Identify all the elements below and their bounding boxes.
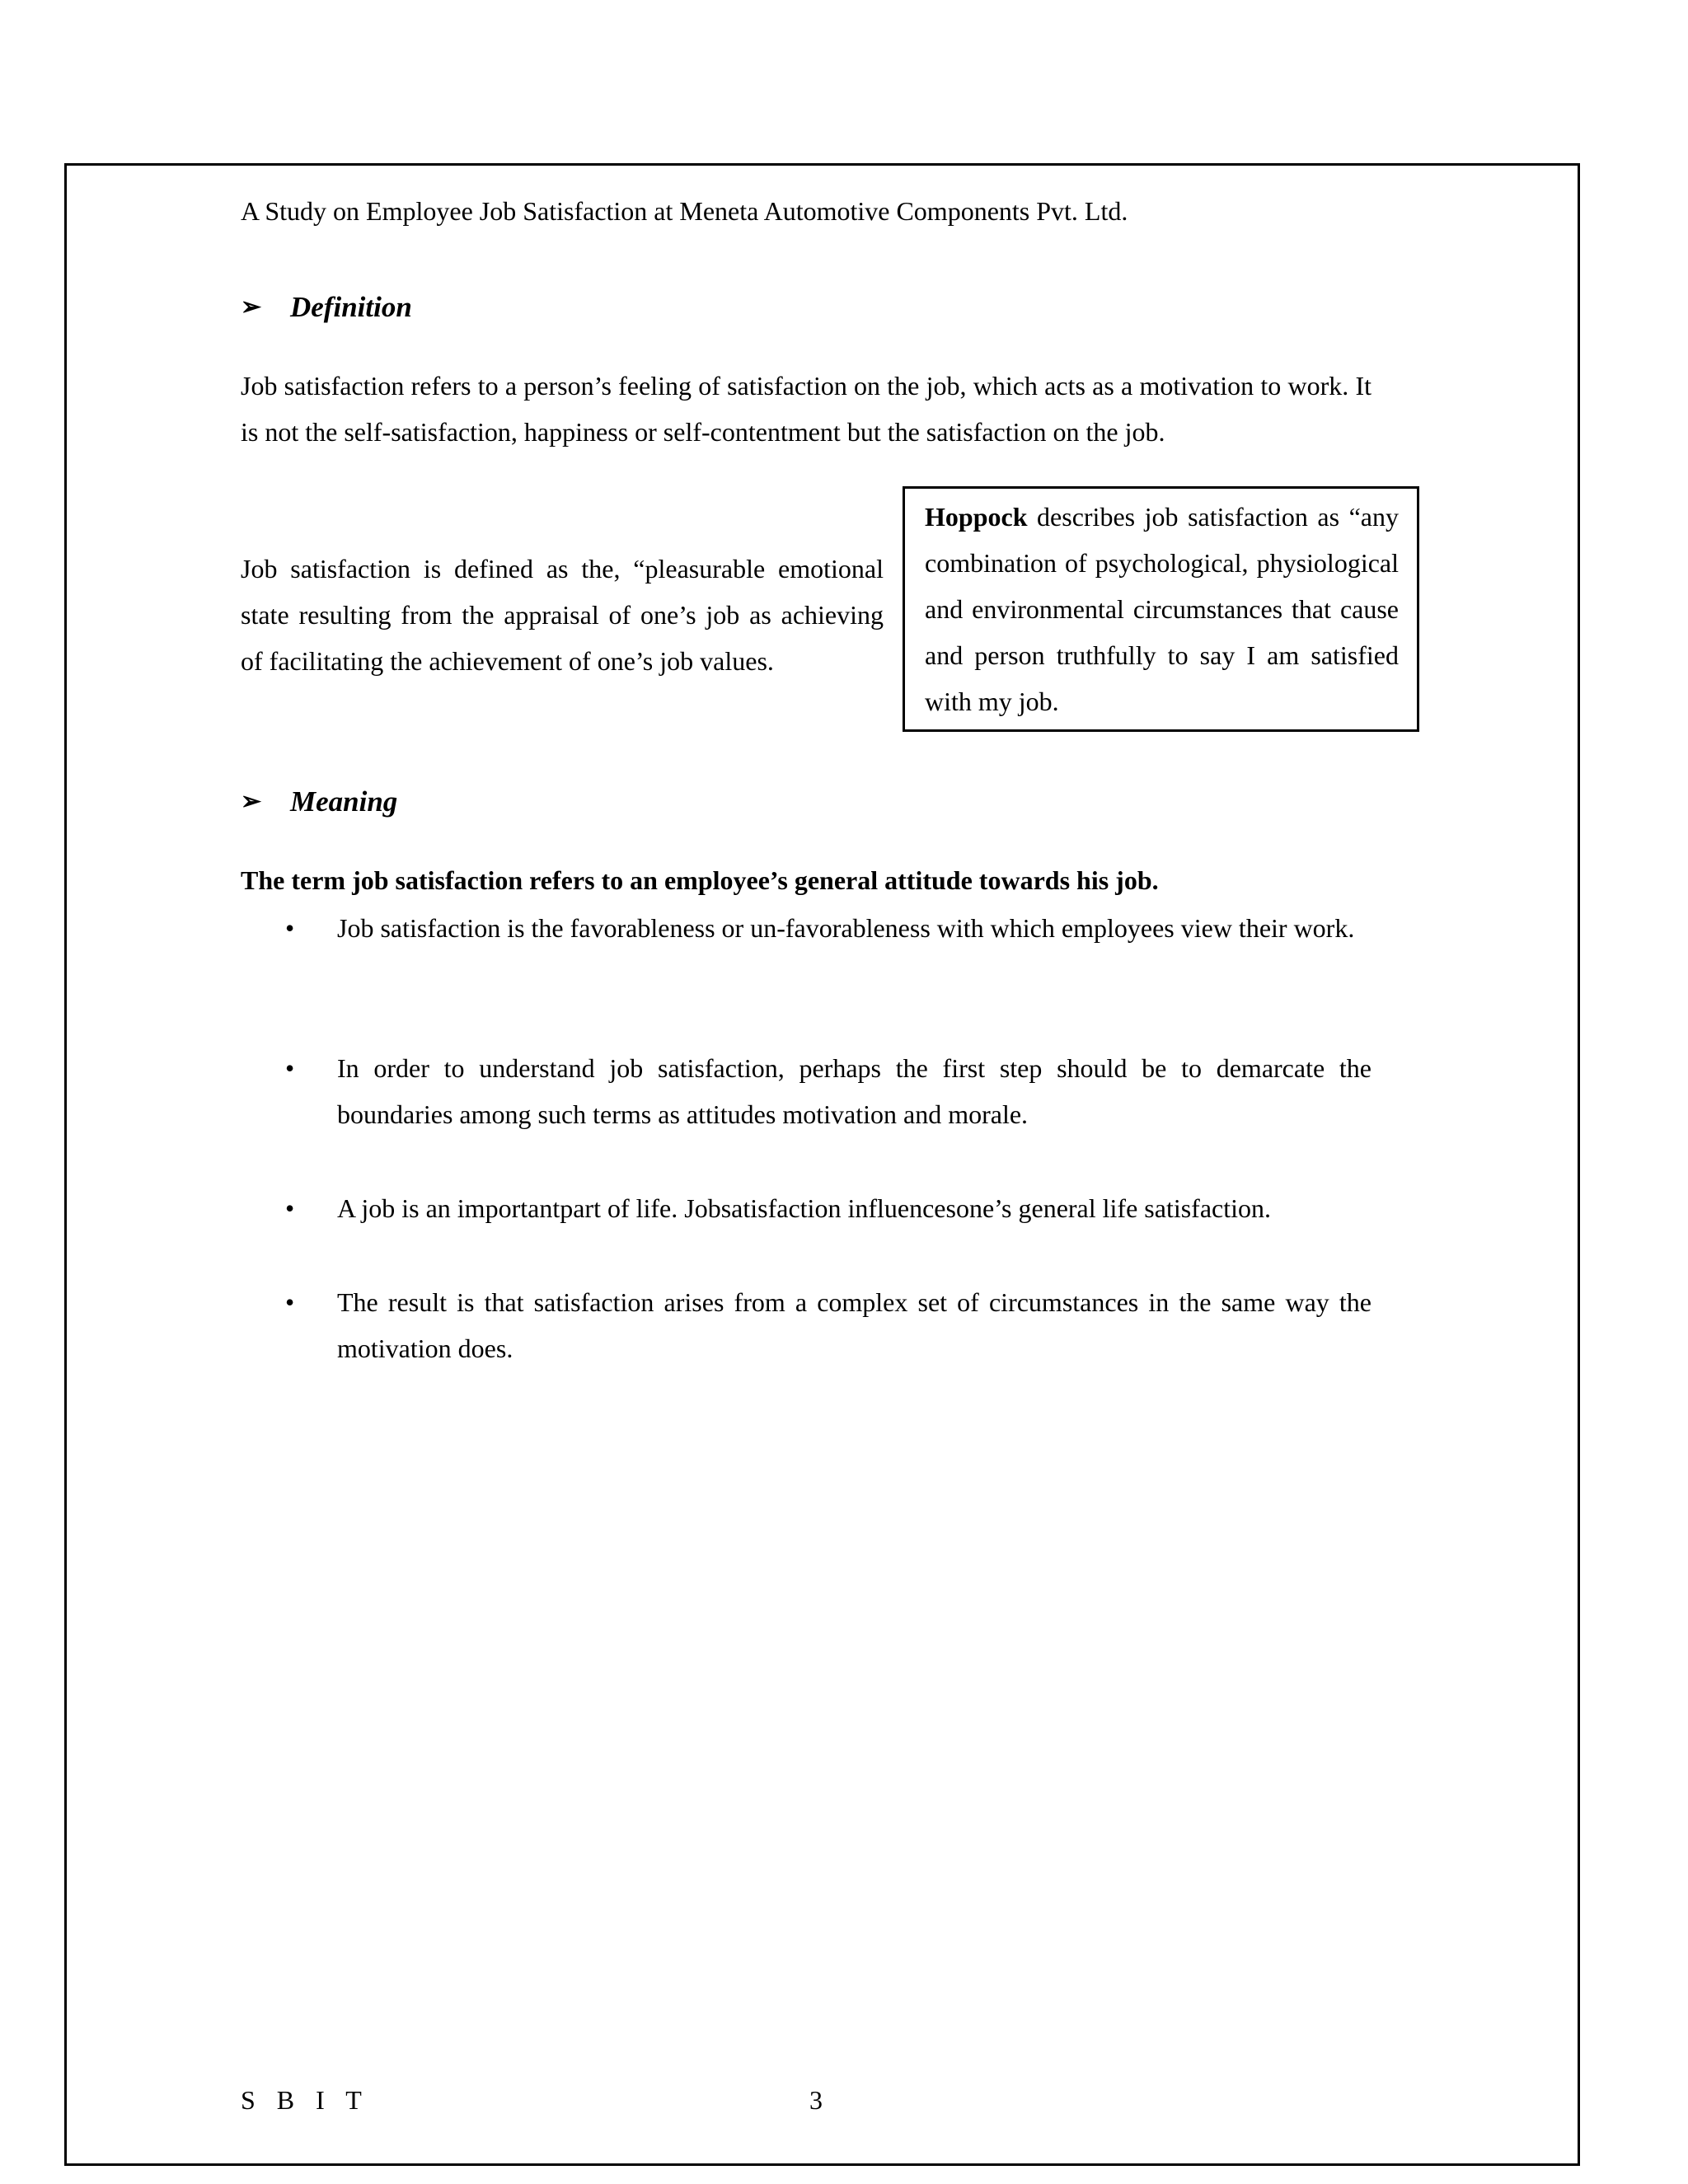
meaning-heading-text: Meaning [290, 785, 398, 818]
bullet-dot-icon: • [285, 913, 295, 943]
definition-heading-text: Definition [290, 291, 412, 323]
hoppock-callout-box [903, 486, 1419, 732]
arrow-bullet-icon: ➢ [241, 293, 262, 321]
hoppock-callout-lead: Hoppock [925, 502, 1028, 532]
hoppock-callout-text [925, 494, 1399, 724]
definition-paragraph: Job satisfaction refers to a person’s feeling of satisfaction on the job, which acts as a motivation to work. It is not the self-satisfaction, happiness or self-contentment but the satisfaction on the job. [241, 371, 1372, 447]
meaning-intro: The term job satisfaction refers to an employee’s general attitude towards his job. [241, 865, 1159, 895]
bullet-dot-icon: • [285, 1287, 295, 1317]
definition-heading [241, 287, 735, 330]
meaning-heading [241, 781, 735, 824]
list-item-text: Job satisfaction is the favorableness or un-favorableness with which employees view their work. [337, 913, 1355, 943]
arrow-bullet-icon: ➢ [241, 788, 262, 815]
hoppock-callout-body: describes job satisfaction as “any combination of psychological, physiological and environmental circumstances that cause and person truthfully to say I am satisfied with my job. [925, 502, 1399, 716]
bullet-dot-icon: • [285, 1053, 295, 1083]
page-number: 3 [809, 2085, 823, 2115]
page-border [64, 163, 1580, 2166]
definition-quote-paragraph: Job satisfaction is defined as the, “pleasurable emotional state resulting from the appraisal of one’s job as achieving of facilitating the achievement of one’s job values. [241, 554, 884, 676]
list-item-text: In order to understand job satisfaction, perhaps the first step should be to demarcate the boundaries among such terms as attitudes motivation and morale. [337, 1053, 1372, 1129]
bullet-dot-icon: • [285, 1193, 295, 1223]
footer-institution: S B I T [241, 2085, 369, 2115]
list-item-text: A job is an importantpart of life. Jobsatisfaction influencesone’s general life satisfaction. [337, 1193, 1272, 1223]
page-header-title: A Study on Employee Job Satisfaction at Meneta Automotive Components Pvt. Ltd. [241, 196, 1128, 226]
list-item-text: The result is that satisfaction arises from a complex set of circumstances in the same way the motivation does. [337, 1287, 1372, 1363]
